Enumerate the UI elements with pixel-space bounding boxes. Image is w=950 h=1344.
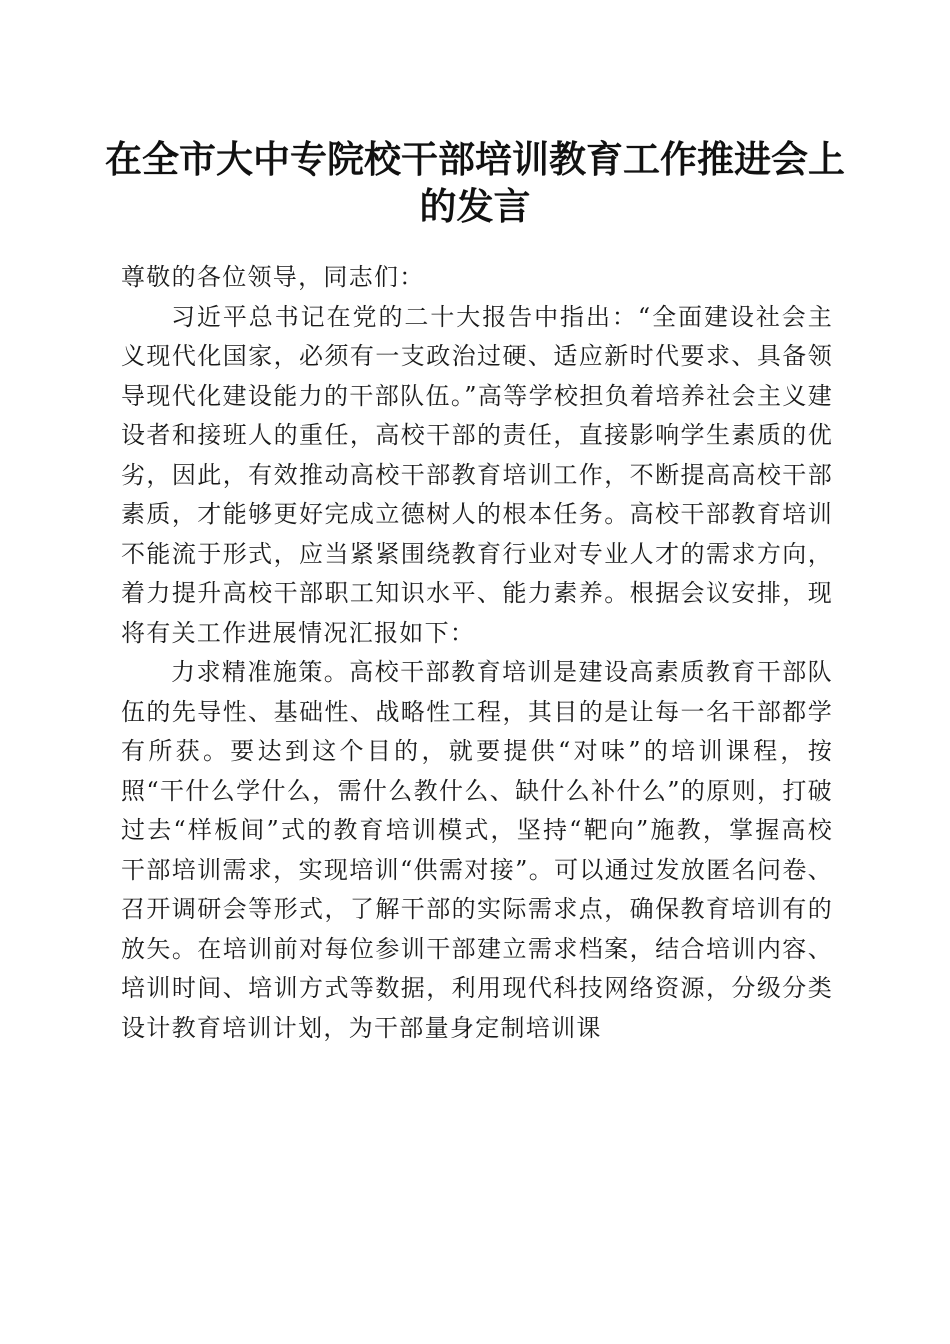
document-body	[121, 258, 833, 1048]
paragraph-intro: 习近平总书记在党的二十大报告中指出：“全面建设社会主义现代化国家，必须有一支政治过硬、适应新时代要求、具备领导现代化建设能力的干部队伍。”高等学校担负着培养社会主义建设者和接班人的重任，高校干部的责任，直接影响学生素质的优劣，因此，有效推动高校干部教育培训工作，不断提高高校干部素质，才能够更好完成立德树人的根本任务。高校干部教育培训不能流于形式，应当紧紧围绕教育行业对专业人才的需求方向，着力提升高校干部职工知识水平、能力素养。根据会议安排，现将有关工作进展情况汇报如下：	[121, 302, 833, 647]
salutation: 尊敬的各位领导，同志们：	[121, 263, 425, 291]
document-title: 在全市大中专院校干部培训教育工作推进会上的发言	[105, 137, 845, 228]
paragraph-precise-measures: 力求精准施策。高校干部教育培训是建设高素质教育干部队伍的先导性、基础性、战略性工程，其目的是让每一名干部都学有所获。要达到这个目的，就要提供“对味”的培训课程，按照“干什么学什么，需什么教什么、缺什么补什么”的原则，打破过去“样板间”式的教育培训模式，坚持“靶向”施教，掌握高校干部培训需求，实现培训“供需对接”。可以通过发放匿名问卷、召开调研会等形式，了解干部的实际需求点，确保教育培训有的放矢。在培训前对每位参训干部建立需求档案，结合培训内容、培训时间、培训方式等数据，利用现代科技网络资源，分级分类设计教育培训计划，为干部量身定制培训课	[121, 658, 833, 1042]
